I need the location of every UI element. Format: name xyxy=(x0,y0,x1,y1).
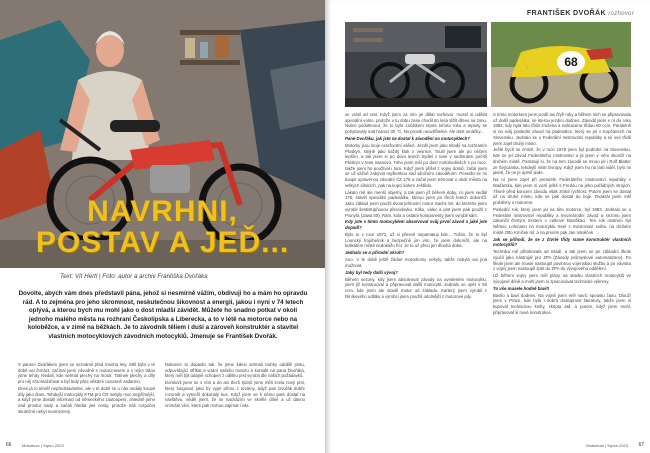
paragraph: Ano. V té době ještě žádné motodromy nebyly, takže nebyla ani jiná možnost. xyxy=(345,257,487,268)
interview-question: Jaký byl tedy další vývoj? xyxy=(345,269,398,275)
paragraph: Nakonec to dopadlo tak, že jsme kdesi sehnali trubky oddělil pístu, odpovídající stříkat a vrtání našeho motoru a kontakt na pana Dvořáka, který měl být údajně schopen z odlitku píst vyrobit dle našich požadavků. xyxy=(165,362,305,379)
interview-question: Kdy jste s tímto motocyklem absolvoval svůj první závod a jaké jste dopadl? xyxy=(345,219,487,231)
paragraph: Dnes já to téměř nepředstavitelné, ale v té době se u nás nedaly koupit díly jako dnes. Tehdejší motocykly KTM pro ČR nebyly moc nejpřímější, a když jsme dostali informaci od německého zastoupení, ohledně jsme nad prostor sady a začali hledat jiné cesty, protože náš rozpočet skutečně nebyl neomezený. xyxy=(18,386,155,414)
right-column-1 xyxy=(345,112,487,301)
right-column-2 xyxy=(493,112,631,317)
footer-text: Motorkurz | Srpen 2023 xyxy=(22,443,64,448)
paragraph: Na ní jsem zajel při premiéře Federálního mistrovství republiky v Maďarsku, kde jsem si vozil ještě s Ferdou na jeho pořádných strojích. Těsně před koncem závodu však ztratil rychlost. Potom jsem se dostal až na druhé místo, kde se pak dostal do boje. Dvakrát jsem měl problémy s motorem. xyxy=(493,177,631,205)
racing-motorcycle-photo xyxy=(491,22,631,107)
interview-question: To vše musele hodně bavit! xyxy=(493,285,550,291)
paragraph: Lákalo mě ale menší objemy, a tak jsem již během doby, co jsem sedlal 175, stavěl speciální padesátku, kterou jsem po třech letech dokončil. Jako základ jsem použil dvourychlostní motor Sachs 50, do kterého jsem vyrobil šestistupňovou převodovku. Kliku, válec a píst jsem pak použil z Pionýra (Jawa 50). Rám, kola a ostatní komponenty jsem vyrobil sám. xyxy=(345,189,487,218)
paragraph: Technika mě přitahovala od mládí, a tak jsem se po základní škole vyučil jako nástrojař pro ZPA (Závody průmyslové automatizace). Po škole jsem ale musel nastoupit povinnou vojenskou službu a po návratu z vojny jsem nastoupil zpět do ZPA do vývojového oddělení. xyxy=(493,249,631,272)
paragraph: Poslední rok, který jsem jel na této motorce, byl 1993. Jednalo se o Federální mistrovství republiky a mezinárodní závod a sezonu jsem zakončil čtvrtým místem v celkové klasifikaci. Ten rok mistrem byl Němec Lohmann na motocyklu Seel z mistrovství světa, na druhém místě Otto Kmíček ml. a na prvním pak Jan Vaněček. xyxy=(493,206,631,235)
paragraph: Domluvil jsem se s ním a do asi třech týdnů jsme měli zcela nový píst, který fungoval, jako by vyjel přímo z továrny, když pan Dvořák dobře rozuměl a vytvořil dokonalý kus. Když jsem se k němu poté dostal na návštěvu, věděl jsem, že se nacházím ve skvělé dílně a už dávno vnímám věci, které pak mohou zajímat i vás. xyxy=(165,380,305,409)
section-label: rozhovor xyxy=(608,11,634,17)
author-header xyxy=(527,8,634,17)
paragraph: se vrátil od vrat. Když jsem za ním jel dělat rozhovor, mosel si udělat speciální volno, protože v tu dobu zase chodil do lesa těžit dřevo na zimu. Nutno podotknout, že to bylo začátkem srpna tohoto roku a teploty se pohybovaly nad hranicí 30 °C. No prostě neuvěřitelné. Ale dost omáčky... xyxy=(345,112,487,135)
interview-question: Jak se přihodi, že se z čtvrté třídy stane konstruktér vlastních motocyklů? xyxy=(493,236,631,248)
paragraph: S panem Dvořákem jsem se seznámil před mnoha lety. Měl byla v té době asi čtrnáct, začínal jsem závodně s motocrossem a s mým tátou jsme tehdy hledali, kde sehnat plechy na motor. Tatínek plechy a díly pro něj shromažďoval a byl tedy přes některé rozumně zadarmo. xyxy=(18,362,155,385)
lead-paragraph: Dovolte, abych vám dnes představil pána, jehož si nesmírně vážím, obdivuji ho a mám ho opravdu rád. A to zejména pro jeho skromnost, neskutečnou šikovnost a energii, jakou i nyní v 74 letech oplývá, a kterou bych mu mohl jako o dost mladší závidět. Můžete ho snadno potkat v okolí jednoho malého města na rozhraní Českolipska a Liberecka, a to v létě na motorce nebo na koloběžce, a v zimě na běžkách. Je to závodník těliem i duší a zároveň konstruktér a stavitel vlastních motocyklových závodních motocyklů. Jmenuje se František Dvořák. xyxy=(18,290,308,340)
racing-motorcycle-illustration xyxy=(491,22,631,107)
paragraph: Motorky jsou moje celoživotní vášeň. Jezdil jsem jako mladý na rozhraním Ploskyn, stejně jako každý kluk z vesnice. Toulil jsem ale po něčem lepším, a tak jsem si po dovu letech bydlel v tese v sedmnácti počítlí Ploskyn v tese nasnovo. Toho jsem měl po dost motohodinách s po ruce, takže jsem ho používal i tam. Když jsem přišel z vojny domů, začal jsem se už vážně zabývat myšlenkou nad silničním závoděním. Posedlo se mi koupit upravenou závodní ČZ 175 a začal jsem trénovat v okolí města na velkých silnicích, pak na kopci kolem Ještědu. xyxy=(345,142,487,188)
paragraph: Ještě bych se zmínil, že v roce 1978 jsem byl podruhé na Slovensku, kde se jel závod Federálního mistrovství a já jsem v něm skončil na druhém místě. Pamatuji si, že na tom závodě se mnou jel i Rolf Blatter ze Švýcarska, tehdejší mistr Evropy. Když jsem ho na trati viděl, bylo mi jasné, že on je úplně jinde. xyxy=(493,147,631,176)
paragraph: Bylo to v roce 1972, už si přesně nepamatuji kde... Tušim, že to byl Lounský trojúhelník a bezpečně jim vím, že jsem dokončil, ale na kolikátém místě nedokážu říct. Je to už přeci jen dlouhá doba. xyxy=(345,232,487,249)
right-page xyxy=(325,0,650,453)
left-column-1 xyxy=(18,362,155,416)
interview-question: Pane Dvořáku, jak jste se dostal k závodění na motocyklech? xyxy=(345,136,470,141)
headline-line2: POSTAV A JEĎ... xyxy=(35,226,290,259)
page-number: 67 xyxy=(638,442,644,448)
page-number: 66 xyxy=(6,442,12,448)
workshop-motorcycle-illustration xyxy=(345,22,487,107)
paragraph: Během sezony, kdy jsem absolvoval závody na uvedeném motocyklu, jsem již konstruoval a připravoval další motocykl. Jednalo se opět o 50 ccm, kde jsem ale stavěl motor od základu. Karterý jsem vyrobil z hliníkového odlitku a výrobci jsem použili odolnější z motorové pily. xyxy=(345,276,487,299)
headline-line1: NAVRHNI, xyxy=(87,195,238,228)
byline: Text: Vít Hertl | Foto: autor a archiv Františka Dvořáka xyxy=(60,273,208,280)
paragraph: S tímto motorkem jsem jezdil asi čtyři roky a během nich se připravovala už další padesátka, se kterou jezdim dodnes. Závodil jsem s ní do roku 1983, kdy byla tato třída zrušena a nahrazena třídou 80 ccm. Paralelně si na svůj poslední závod na padesátce, který se jel v Kopčanech na Slovensku. Jednalo se o Federální mistrovství republiky a se své třídě jsem zajel druhý místo. xyxy=(493,112,631,146)
footer-text: Motorkurz | Srpen 2023 xyxy=(586,443,628,448)
svg-text:68: 68 xyxy=(564,55,578,69)
paragraph: Bavilo a baví dodnes. Na vojně jsem měl navíc spoustu času. Dlouží jsem v Praze, kde byla i dobrá dostupnost literatury, takže jsem si kupoval technickou knihy, skripta atd. a potom, když jsem mohl, připravoval si nové konstrukce. xyxy=(493,292,631,315)
left-column-2 xyxy=(165,362,305,410)
workshop-photo xyxy=(345,22,487,107)
paragraph: Už během vojny jsem měl plány na stavbu vlastních motocyklů ve vývojové dílně a mohl jsem si zpracovávat technické výkresy. xyxy=(493,273,631,284)
author-name: FRANTIŠEK DVOŘÁK xyxy=(526,8,606,17)
interview-question: Jednalo se o přírodní okruh? xyxy=(345,250,405,256)
